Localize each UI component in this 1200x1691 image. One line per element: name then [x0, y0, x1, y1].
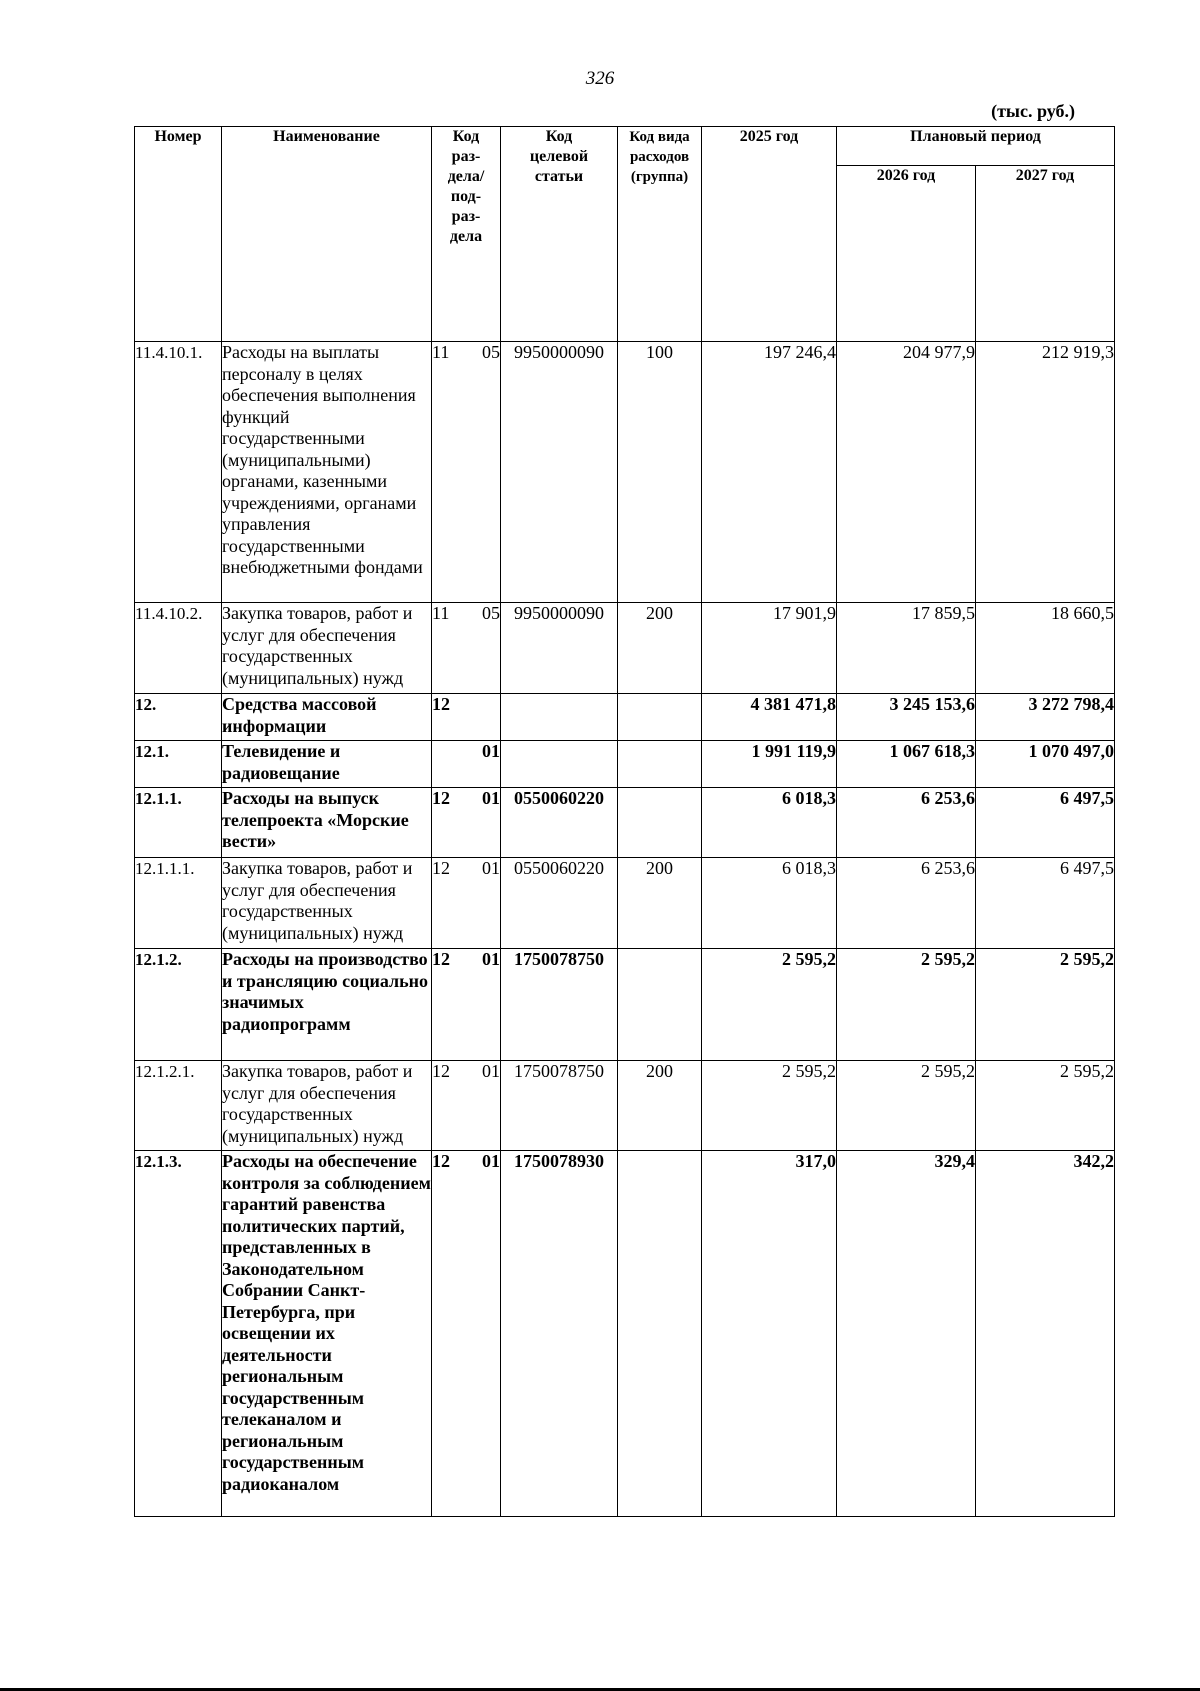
row-target-code: 1750078930: [501, 1151, 618, 1517]
row-kind-code: 200: [618, 858, 702, 949]
row-target-code: [501, 741, 618, 788]
row-amount-2026: 1 067 618,3: [837, 741, 976, 788]
section-code: 12: [432, 858, 450, 878]
row-name: Телевидение и радиовещание: [222, 741, 432, 788]
row-amount-2026: 329,4: [837, 1151, 976, 1517]
row-section: [432, 788, 501, 858]
row-section: [432, 1061, 501, 1151]
subsection-code: 01: [482, 741, 500, 761]
subsection-code: 01: [482, 949, 500, 969]
row-amount-2025: 1 991 119,9: [702, 741, 837, 788]
row-section: [432, 949, 501, 1061]
table-row: [135, 788, 1115, 858]
row-amount-2026: 17 859,5: [837, 603, 976, 694]
row-section: [432, 342, 501, 603]
row-number: 12.: [135, 694, 222, 741]
row-kind-code: [618, 741, 702, 788]
row-number: 12.1.1.1.: [135, 858, 222, 949]
row-name: Расходы на производство и трансляцию социально значимых радиопрограмм: [222, 949, 432, 1061]
header-2025: 2025 год: [702, 127, 837, 342]
row-kind-code: 200: [618, 1061, 702, 1151]
row-name: Расходы на выпуск телепроекта «Морские вести»: [222, 788, 432, 858]
row-amount-2025: 317,0: [702, 1151, 837, 1517]
row-number: 12.1.2.: [135, 949, 222, 1061]
row-amount-2027: 2 595,2: [976, 1061, 1115, 1151]
row-name: Закупка товаров, работ и услуг для обеспечения государственных (муниципальных) нужд: [222, 858, 432, 949]
row-amount-2025: 2 595,2: [702, 949, 837, 1061]
section-code: 12: [432, 949, 450, 969]
row-target-code: 1750078750: [501, 949, 618, 1061]
budget-table: [134, 126, 1115, 1517]
units-label: (тыс. руб.): [991, 101, 1075, 121]
row-amount-2026: 6 253,6: [837, 788, 976, 858]
row-target-code: 1750078750: [501, 1061, 618, 1151]
row-amount-2027: 2 595,2: [976, 949, 1115, 1061]
row-name: Расходы на обеспечение контроля за соблюдением гарантий равенства политических партий, представленных в Законодательном Собрании Санкт-Петербурга, при освещении их деятельности региональным государственным телеканалом и региональным государственным радиоканалом: [222, 1151, 432, 1517]
row-amount-2026: 6 253,6: [837, 858, 976, 949]
row-section: [432, 741, 501, 788]
row-amount-2025: 197 246,4: [702, 342, 837, 603]
row-section: [432, 858, 501, 949]
row-name: Расходы на выплаты персоналу в целях обеспечения выполнения функций государственными (муниципальными) органами, казенными учреждениями, органами управления государственными внебюджетными фондами: [222, 342, 432, 603]
row-target-code: 9950000090: [501, 603, 618, 694]
row-number: 12.1.3.: [135, 1151, 222, 1517]
header-section: Код раз- дела/ под- раз- дела: [432, 127, 501, 342]
header-kind: Код вида расходов (группа): [618, 127, 702, 342]
header-row: [135, 127, 1115, 166]
row-number: 12.1.2.1.: [135, 1061, 222, 1151]
subsection-code: 01: [482, 1061, 500, 1081]
row-amount-2027: 342,2: [976, 1151, 1115, 1517]
row-amount-2027: 18 660,5: [976, 603, 1115, 694]
row-kind-code: 200: [618, 603, 702, 694]
row-name: Закупка товаров, работ и услуг для обеспечения государственных (муниципальных) нужд: [222, 1061, 432, 1151]
section-code: 11: [432, 342, 450, 362]
row-target-code: [501, 694, 618, 741]
row-amount-2026: 204 977,9: [837, 342, 976, 603]
section-code: 12: [432, 1061, 450, 1081]
row-amount-2026: 2 595,2: [837, 949, 976, 1061]
row-section: [432, 603, 501, 694]
section-code: 12: [432, 788, 450, 808]
row-kind-code: [618, 949, 702, 1061]
section-code: 12: [432, 1151, 450, 1171]
subsection-code: 05: [482, 342, 500, 362]
header-number: Номер: [135, 127, 222, 342]
row-kind-code: [618, 694, 702, 741]
subsection-code: 01: [482, 858, 500, 878]
section-code: 12: [432, 694, 450, 714]
row-amount-2027: 1 070 497,0: [976, 741, 1115, 788]
section-code: 11: [432, 603, 450, 623]
row-amount-2027: 6 497,5: [976, 858, 1115, 949]
subsection-code: 05: [482, 603, 500, 623]
row-section: [432, 694, 501, 741]
row-name: Закупка товаров, работ и услуг для обеспечения государственных (муниципальных) нужд: [222, 603, 432, 694]
row-kind-code: [618, 788, 702, 858]
table-row: [135, 342, 1115, 603]
table-row: [135, 858, 1115, 949]
page-number: 326: [585, 68, 615, 89]
header-name: Наименование: [222, 127, 432, 342]
row-amount-2025: 6 018,3: [702, 788, 837, 858]
table-row: [135, 949, 1115, 1061]
table-row: [135, 1061, 1115, 1151]
row-number: 11.4.10.2.: [135, 603, 222, 694]
row-name: Средства массовой информации: [222, 694, 432, 741]
row-kind-code: [618, 1151, 702, 1517]
row-amount-2025: 6 018,3: [702, 858, 837, 949]
row-kind-code: 100: [618, 342, 702, 603]
row-target-code: 0550060220: [501, 858, 618, 949]
header-target: Код целевой статьи: [501, 127, 618, 342]
table-row: [135, 741, 1115, 788]
row-amount-2026: 2 595,2: [837, 1061, 976, 1151]
row-number: 12.1.1.: [135, 788, 222, 858]
row-target-code: 9950000090: [501, 342, 618, 603]
row-target-code: 0550060220: [501, 788, 618, 858]
row-amount-2025: 2 595,2: [702, 1061, 837, 1151]
row-amount-2025: 17 901,9: [702, 603, 837, 694]
row-section: [432, 1151, 501, 1517]
subsection-code: 01: [482, 1151, 500, 1171]
subsection-code: 01: [482, 788, 500, 808]
row-number: 12.1.: [135, 741, 222, 788]
row-amount-2027: 212 919,3: [976, 342, 1115, 603]
row-amount-2027: 6 497,5: [976, 788, 1115, 858]
table-row: [135, 603, 1115, 694]
row-amount-2027: 3 272 798,4: [976, 694, 1115, 741]
row-amount-2025: 4 381 471,8: [702, 694, 837, 741]
header-2026: 2026 год: [837, 165, 976, 341]
row-amount-2026: 3 245 153,6: [837, 694, 976, 741]
header-planned-period: Плановый период: [837, 127, 1115, 166]
table-row: [135, 1151, 1115, 1517]
header-2027: 2027 год: [976, 165, 1115, 341]
row-number: 11.4.10.1.: [135, 342, 222, 603]
table-row: [135, 694, 1115, 741]
